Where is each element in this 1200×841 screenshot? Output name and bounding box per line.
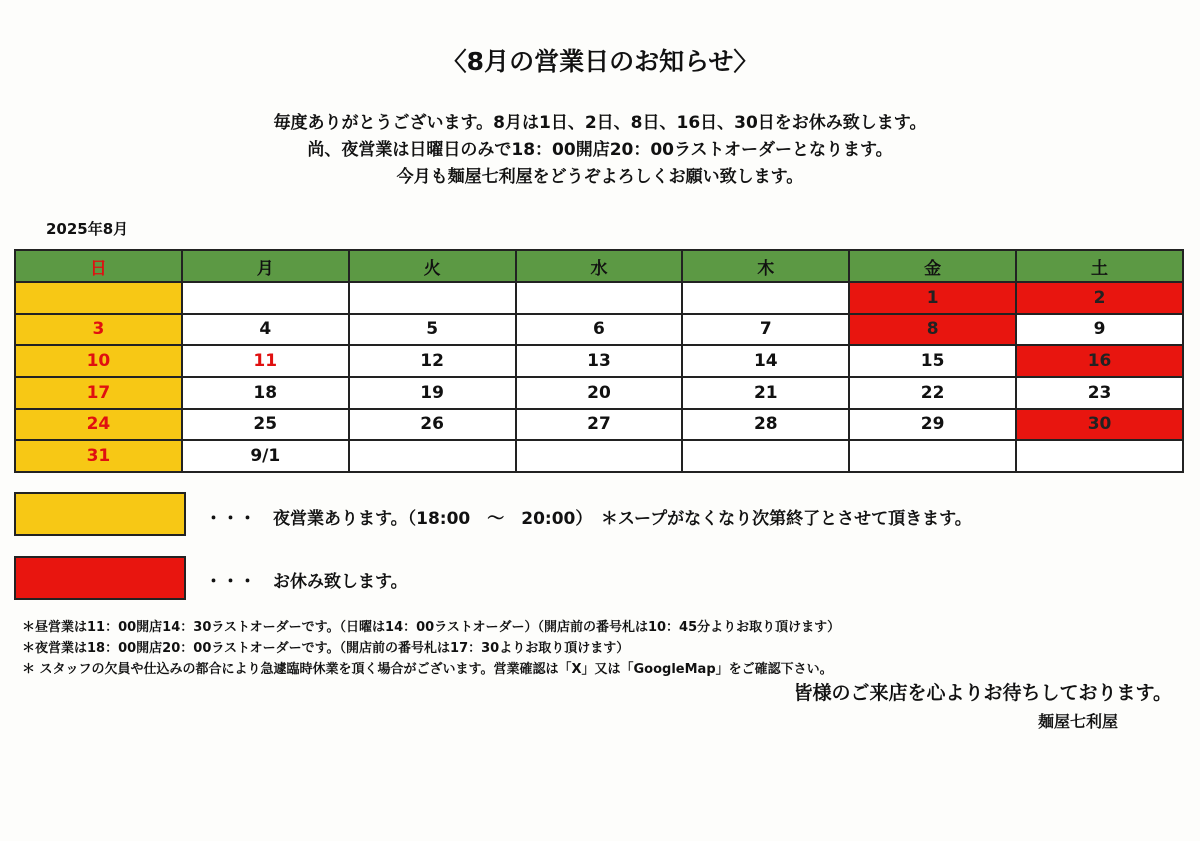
calendar-day-cell: 8 [849,314,1016,346]
calendar-day-cell: 4 [182,314,349,346]
calendar-day-cell: 5 [349,314,516,346]
calendar-week-row [15,282,1183,314]
calendar-week-row [15,345,1183,377]
calendar-day-cell: 7 [682,314,849,346]
calendar-day-cell: 25 [182,409,349,441]
calendar-day-cell: 31 [15,440,182,472]
intro-line: 今月も麺屋七利屋をどうぞよろしくお願い致します。 [396,167,804,187]
closing-message: 皆様のご来店を心よりお待ちしております。 [793,682,1172,704]
calendar-week-row [15,377,1183,409]
calendar-day-cell: 14 [682,345,849,377]
note-line: ＊ スタッフの欠員や仕込みの都合により急遽臨時休業を頂く場合がございます。営業確認は「X」又は「GoogleMap」をご確認下さい。 [22,662,833,677]
calendar-day-cell: 29 [849,409,1016,441]
calendar-week-row [15,314,1183,346]
calendar-day-cell: 3 [15,314,182,346]
calendar-day-cell [849,440,1016,472]
note-line: ＊昼営業は11：00開店14：30ラストオーダーです。（日曜は14：00ラストオーダー）（開店前の番号札は10：45分よりお取り頂けます） [22,620,841,635]
calendar-day-cell: 30 [1016,409,1183,441]
night-legend-text: ・・・ 夜営業あります。（18:00 ～ 20:00） ＊スープがなくなり次第終了とさせて頂きます。 [205,509,972,529]
weekday-header: 木 [682,250,849,282]
intro-line: 尚、夜営業は日曜日のみで18：00開店20：00ラストオーダーとなります。 [307,140,893,160]
calendar-day-cell [349,282,516,314]
calendar-day-cell [15,282,182,314]
calendar-day-cell: 22 [849,377,1016,409]
calendar-day-cell: 1 [849,282,1016,314]
calendar-day-cell: 15 [849,345,1016,377]
calendar-week-row [15,409,1183,441]
weekday-header: 水 [516,250,683,282]
calendar-day-cell [1016,440,1183,472]
note-line: ＊夜営業は18：00開店20：00ラストオーダーです。（開店前の番号札は17：30よりお取り頂けます） [22,641,630,656]
weekday-header: 土 [1016,250,1183,282]
weekday-header: 日 [15,250,182,282]
calendar-day-cell: 16 [1016,345,1183,377]
weekday-header: 月 [182,250,349,282]
calendar-day-cell: 17 [15,377,182,409]
calendar-day-cell: 28 [682,409,849,441]
calendar-day-cell: 10 [15,345,182,377]
closed-legend-text: ・・・ お休み致します。 [205,572,408,592]
calendar-day-cell: 12 [349,345,516,377]
calendar-day-cell [682,282,849,314]
calendar-day-cell: 20 [516,377,683,409]
calendar-day-cell: 24 [15,409,182,441]
calendar-day-cell: 21 [682,377,849,409]
intro-line: 毎度ありがとうございます。8月は1日、2日、8日、16日、30日をお休み致します。 [273,113,927,133]
calendar-day-cell [682,440,849,472]
closed-legend-swatch [14,556,186,600]
notes-block [22,617,840,680]
weekday-header: 金 [849,250,1016,282]
calendar-day-cell: 23 [1016,377,1183,409]
calendar-day-cell: 2 [1016,282,1183,314]
page-title: 〈8月の営業日のお知らせ〉 [441,47,759,76]
calendar-day-cell: 9/1 [182,440,349,472]
weekday-header-row [15,250,1183,282]
calendar-day-cell: 11 [182,345,349,377]
calendar-day-cell [349,440,516,472]
calendar-day-cell: 13 [516,345,683,377]
shop-name: 麺屋七利屋 [1037,712,1118,731]
calendar-day-cell [516,282,683,314]
calendar-week-row [15,440,1183,472]
calendar-day-cell: 9 [1016,314,1183,346]
calendar-day-cell [516,440,683,472]
calendar-day-cell: 6 [516,314,683,346]
calendar-day-cell [182,282,349,314]
calendar-day-cell: 26 [349,409,516,441]
night-legend-swatch [14,492,186,536]
calendar-day-cell: 19 [349,377,516,409]
calendar-day-cell: 18 [182,377,349,409]
weekday-header: 火 [349,250,516,282]
calendar-month-label: 2025年8月 [46,220,129,238]
business-calendar [14,249,1184,473]
intro-message [0,110,1200,191]
calendar-day-cell: 27 [516,409,683,441]
